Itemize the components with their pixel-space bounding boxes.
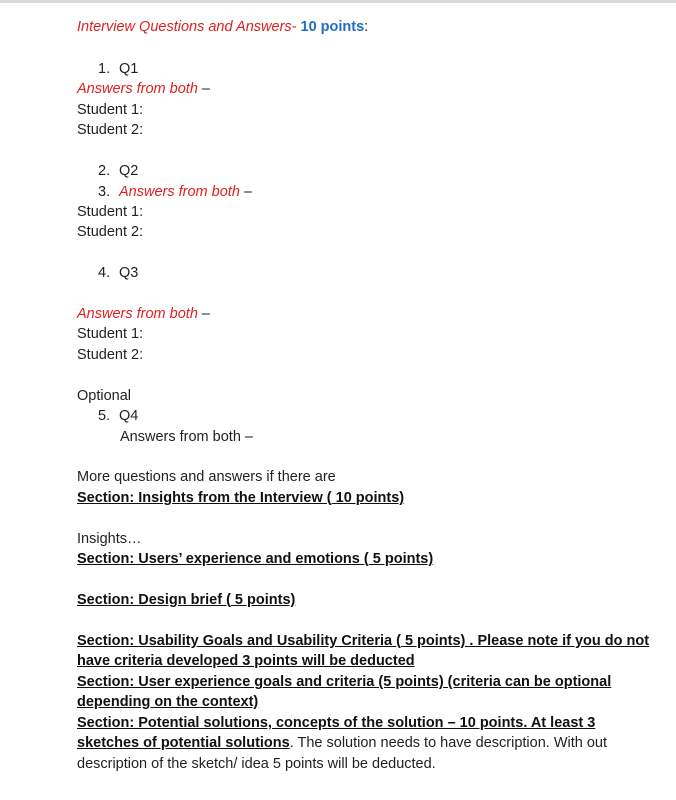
question-2: [98, 161, 138, 181]
section-ux-goals-cont: depending on the context): [77, 694, 259, 710]
question-label: Q4: [119, 408, 139, 424]
list-number: 2.: [98, 163, 111, 179]
section-text: Section: Users’ experience and emotions: [77, 551, 364, 567]
section-solutions-cont: [77, 733, 607, 753]
answers-label: Answers from both: [77, 81, 198, 97]
question-1: [98, 59, 138, 79]
answers-heading: [77, 304, 210, 324]
section-points: 10 points): [331, 490, 405, 506]
title-text: Interview Questions and Answers-: [77, 19, 301, 35]
more-questions: More questions and answers if there are: [77, 469, 336, 485]
list-number: 1.: [98, 61, 111, 77]
section-paren: (: [396, 633, 401, 649]
section-users-experience: [77, 549, 433, 569]
section-ux-goals: Section: User experience goals and criteria (5 points) (criteria can be optional: [77, 674, 612, 690]
student-2-line: Student 2:: [77, 224, 144, 240]
section-points: 5 points): [230, 592, 296, 608]
section-solutions: Section: Potential solutions, concepts of the solution – 10 points. At least 3: [77, 715, 596, 731]
section-usability-note: have criteria developed 3 points will be deducted: [77, 653, 415, 669]
answers-dash: –: [197, 306, 210, 322]
section-paren: (: [363, 551, 369, 567]
solutions-deduction: description of the sketch/ idea 5 points will be deducted.: [77, 756, 436, 772]
section-text: Section: Design brief: [77, 592, 227, 608]
section-design-brief: [77, 590, 295, 610]
solutions-description: . The solution needs to have description. With out: [289, 735, 608, 751]
answers-heading: [77, 79, 210, 99]
section-paren: (: [226, 592, 231, 608]
list-number: 4.: [98, 265, 111, 281]
question-3: [98, 263, 138, 283]
title-points: 10 points: [300, 19, 365, 35]
student-1-line: Student 1:: [77, 204, 144, 220]
page-title: [77, 17, 368, 37]
student-2-line: Student 2:: [77, 122, 144, 138]
student-2-line: Student 2:: [77, 347, 144, 363]
question-4: [98, 406, 138, 426]
top-divider: [0, 0, 676, 3]
section-points: 5 points): [368, 551, 434, 567]
section-paren: (: [326, 490, 332, 506]
sketches-text: sketches of potential solutions: [77, 735, 290, 751]
q4-answers: Answers from both –: [120, 429, 253, 445]
answers-label: Answers from both: [119, 184, 240, 200]
section-insights: [77, 488, 404, 508]
section-text: Section: Insights from the Interview: [77, 490, 327, 506]
title-colon: :: [364, 19, 369, 35]
optional-label: Optional: [77, 388, 132, 404]
question-label: Q1: [119, 61, 139, 77]
student-1-line: Student 1:: [77, 326, 144, 342]
answers-dash: –: [239, 184, 252, 200]
section-usability: [77, 631, 649, 651]
list-number: 3.: [98, 184, 111, 200]
question-label: Q2: [119, 163, 139, 179]
question-label: Q3: [119, 265, 139, 281]
answers-heading: [98, 182, 252, 202]
section-text: Section: Usability Goals and Usability Criteria: [77, 633, 397, 649]
section-points: 5 points) . Please note if you do not: [400, 633, 650, 649]
answers-label: Answers from both: [77, 306, 198, 322]
student-1-line: Student 1:: [77, 102, 144, 118]
list-number: 5.: [98, 408, 111, 424]
answers-dash: –: [197, 81, 210, 97]
insights-text: Insights…: [77, 531, 142, 547]
